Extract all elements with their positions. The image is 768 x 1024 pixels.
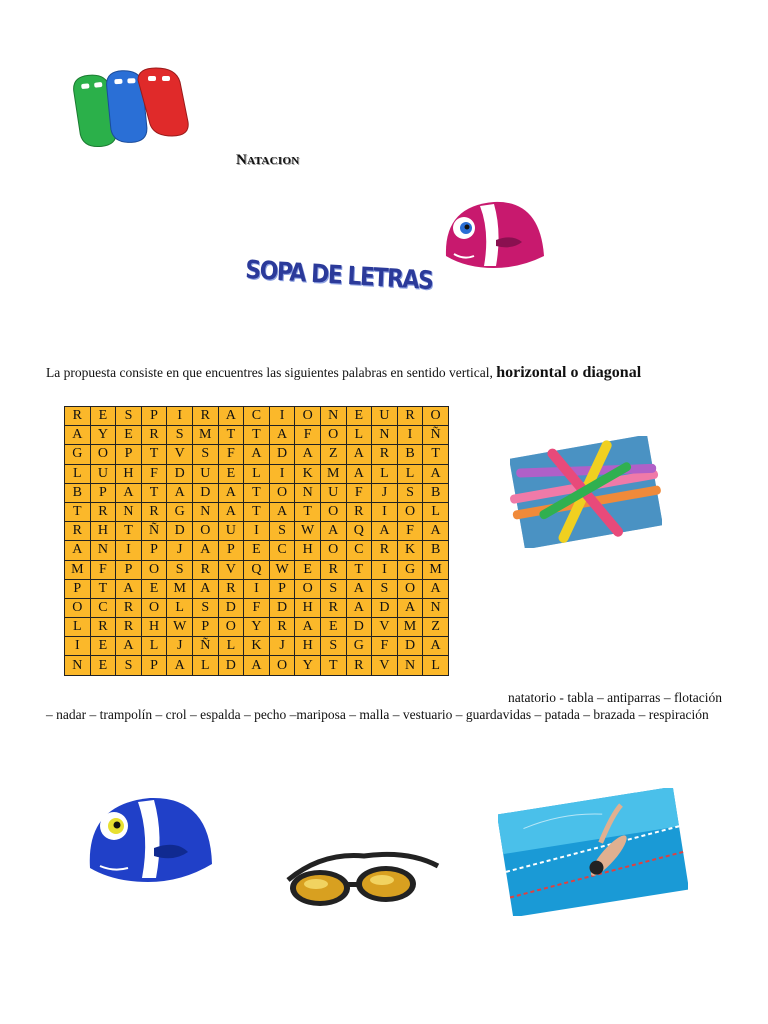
grid-cell: S: [167, 426, 193, 445]
grid-cell: J: [269, 637, 295, 656]
grid-cell: Z: [423, 618, 449, 637]
grid-cell: I: [269, 464, 295, 483]
grid-cell: B: [423, 483, 449, 502]
grid-cell: O: [397, 502, 423, 521]
grid-cell: T: [346, 560, 372, 579]
grid-cell: R: [346, 502, 372, 521]
grid-cell: M: [167, 579, 193, 598]
grid-cell: G: [397, 560, 423, 579]
grid-cell: Z: [320, 445, 346, 464]
grid-cell: A: [423, 579, 449, 598]
kickboards-image: [68, 66, 198, 152]
grid-cell: A: [65, 541, 91, 560]
grid-cell: O: [295, 579, 321, 598]
grid-cell: T: [218, 426, 244, 445]
grid-cell: N: [423, 598, 449, 617]
grid-cell: R: [141, 426, 167, 445]
grid-cell: A: [423, 464, 449, 483]
grid-cell: L: [192, 656, 218, 675]
grid-cell: L: [218, 637, 244, 656]
grid-cell: K: [244, 637, 270, 656]
grid-cell: D: [397, 637, 423, 656]
grid-cell: O: [320, 541, 346, 560]
grid-cell: R: [65, 522, 91, 541]
grid-cell: I: [65, 637, 91, 656]
grid-cell: L: [244, 464, 270, 483]
grid-cell: S: [192, 445, 218, 464]
grid-cell: A: [346, 464, 372, 483]
grid-cell: N: [295, 483, 321, 502]
grid-cell: T: [423, 445, 449, 464]
grid-row: [65, 445, 449, 464]
grid-cell: R: [65, 407, 91, 426]
grid-cell: A: [116, 579, 142, 598]
grid-cell: M: [320, 464, 346, 483]
grid-cell: R: [116, 618, 142, 637]
grid-row: [65, 598, 449, 617]
grid-cell: A: [269, 426, 295, 445]
grid-row: [65, 656, 449, 675]
grid-cell: W: [269, 560, 295, 579]
grid-cell: L: [141, 637, 167, 656]
grid-cell: R: [320, 598, 346, 617]
grid-cell: I: [116, 541, 142, 560]
grid-cell: K: [397, 541, 423, 560]
grid-cell: O: [218, 618, 244, 637]
grid-cell: A: [244, 445, 270, 464]
grid-cell: C: [244, 407, 270, 426]
grid-cell: E: [90, 656, 116, 675]
grid-cell: T: [90, 579, 116, 598]
grid-cell: E: [116, 426, 142, 445]
grid-cell: R: [372, 445, 398, 464]
grid-cell: P: [269, 579, 295, 598]
grid-row: [65, 522, 449, 541]
grid-cell: P: [116, 445, 142, 464]
page-title: Natacion: [236, 152, 300, 168]
grid-cell: U: [192, 464, 218, 483]
grid-row: [65, 464, 449, 483]
grid-cell: A: [295, 618, 321, 637]
grid-cell: A: [65, 426, 91, 445]
grid-cell: N: [397, 656, 423, 675]
grid-cell: O: [269, 656, 295, 675]
grid-cell: P: [141, 656, 167, 675]
grid-row: [65, 560, 449, 579]
grid-cell: I: [244, 522, 270, 541]
grid-cell: A: [218, 502, 244, 521]
grid-cell: A: [116, 637, 142, 656]
grid-cell: W: [295, 522, 321, 541]
page-subtitle: SOPA DE LETRAS: [244, 256, 433, 296]
swimmer-photo-image: [498, 788, 688, 916]
grid-cell: G: [167, 502, 193, 521]
grid-cell: A: [320, 522, 346, 541]
grid-cell: E: [295, 560, 321, 579]
fish-swim-cap-blue-image: [84, 790, 216, 894]
grid-cell: L: [346, 426, 372, 445]
grid-cell: O: [397, 579, 423, 598]
grid-cell: L: [65, 618, 91, 637]
grid-cell: A: [346, 598, 372, 617]
grid-cell: L: [372, 464, 398, 483]
grid-row: [65, 407, 449, 426]
grid-cell: V: [372, 656, 398, 675]
grid-cell: T: [116, 522, 142, 541]
grid-cell: A: [397, 598, 423, 617]
grid-cell: O: [295, 407, 321, 426]
grid-cell: M: [192, 426, 218, 445]
grid-cell: A: [218, 407, 244, 426]
grid-cell: L: [397, 464, 423, 483]
grid-cell: A: [295, 445, 321, 464]
grid-cell: A: [167, 656, 193, 675]
grid-cell: O: [320, 426, 346, 445]
grid-cell: G: [65, 445, 91, 464]
grid-cell: V: [372, 618, 398, 637]
grid-cell: R: [372, 541, 398, 560]
grid-cell: S: [372, 579, 398, 598]
grid-cell: Ñ: [192, 637, 218, 656]
instructions-emphasis: horizontal o diagonal: [496, 364, 642, 381]
grid-cell: F: [244, 598, 270, 617]
grid-cell: O: [269, 483, 295, 502]
grid-row: [65, 426, 449, 445]
grid-cell: R: [397, 407, 423, 426]
grid-cell: M: [65, 560, 91, 579]
grid-cell: R: [116, 598, 142, 617]
grid-cell: L: [423, 656, 449, 675]
grid-cell: P: [141, 407, 167, 426]
grid-cell: L: [423, 502, 449, 521]
grid-cell: A: [116, 483, 142, 502]
grid-cell: O: [141, 598, 167, 617]
grid-cell: M: [397, 618, 423, 637]
grid-cell: I: [397, 426, 423, 445]
grid-cell: S: [192, 598, 218, 617]
grid-cell: E: [218, 464, 244, 483]
grid-cell: R: [90, 502, 116, 521]
grid-cell: B: [397, 445, 423, 464]
grid-cell: L: [167, 598, 193, 617]
grid-cell: A: [346, 579, 372, 598]
grid-cell: J: [372, 483, 398, 502]
grid-cell: O: [423, 407, 449, 426]
grid-cell: T: [320, 656, 346, 675]
word-list: natatorio - tabla – antiparras – flotación – nadar – trampolín – crol – espalda – pecho –mariposa – malla – vestuario – guardavidas – patada – brazada – respiración: [46, 690, 722, 722]
grid-row: [65, 541, 449, 560]
grid-cell: S: [397, 483, 423, 502]
grid-cell: A: [167, 483, 193, 502]
grid-cell: I: [167, 407, 193, 426]
grid-cell: T: [244, 483, 270, 502]
grid-cell: A: [423, 522, 449, 541]
grid-cell: R: [192, 560, 218, 579]
grid-cell: D: [192, 483, 218, 502]
grid-cell: E: [320, 618, 346, 637]
grid-cell: N: [372, 426, 398, 445]
grid-cell: H: [295, 598, 321, 617]
grid-cell: T: [244, 426, 270, 445]
grid-row: [65, 502, 449, 521]
grid-cell: F: [372, 637, 398, 656]
grid-cell: R: [269, 618, 295, 637]
word-search-grid: [64, 406, 449, 676]
grid-row: [65, 579, 449, 598]
grid-cell: B: [65, 483, 91, 502]
grid-cell: Q: [244, 560, 270, 579]
grid-cell: Y: [90, 426, 116, 445]
grid-cell: A: [423, 637, 449, 656]
grid-cell: T: [295, 502, 321, 521]
grid-cell: E: [244, 541, 270, 560]
grid-cell: D: [372, 598, 398, 617]
grid-cell: Q: [346, 522, 372, 541]
grid-cell: O: [141, 560, 167, 579]
grid-cell: O: [90, 445, 116, 464]
grid-cell: R: [192, 407, 218, 426]
grid-cell: A: [192, 579, 218, 598]
grid-cell: A: [346, 445, 372, 464]
grid-cell: I: [269, 407, 295, 426]
grid-cell: P: [65, 579, 91, 598]
grid-cell: F: [295, 426, 321, 445]
grid-cell: P: [141, 541, 167, 560]
grid-cell: N: [116, 502, 142, 521]
grid-cell: B: [423, 541, 449, 560]
grid-cell: T: [141, 445, 167, 464]
grid-cell: S: [167, 560, 193, 579]
grid-cell: F: [90, 560, 116, 579]
grid-cell: N: [90, 541, 116, 560]
grid-cell: E: [141, 579, 167, 598]
grid-cell: N: [192, 502, 218, 521]
grid-cell: R: [218, 579, 244, 598]
grid-cell: P: [116, 560, 142, 579]
grid-cell: I: [372, 502, 398, 521]
pool-noodles-image: [510, 436, 662, 548]
grid-cell: S: [116, 407, 142, 426]
grid-cell: D: [346, 618, 372, 637]
grid-cell: N: [320, 407, 346, 426]
grid-cell: O: [65, 598, 91, 617]
grid-cell: E: [346, 407, 372, 426]
grid-cell: C: [346, 541, 372, 560]
grid-cell: A: [218, 483, 244, 502]
grid-cell: D: [167, 464, 193, 483]
grid-cell: P: [192, 618, 218, 637]
grid-cell: D: [269, 445, 295, 464]
grid-cell: A: [244, 656, 270, 675]
grid-cell: Y: [295, 656, 321, 675]
grid-cell: R: [141, 502, 167, 521]
grid-cell: H: [141, 618, 167, 637]
grid-cell: S: [116, 656, 142, 675]
grid-cell: U: [320, 483, 346, 502]
grid-cell: O: [192, 522, 218, 541]
grid-cell: S: [320, 579, 346, 598]
grid-cell: R: [90, 618, 116, 637]
grid-cell: S: [320, 637, 346, 656]
fish-swim-cap-pink-image: [440, 196, 548, 278]
grid-cell: U: [90, 464, 116, 483]
grid-cell: D: [218, 598, 244, 617]
grid-cell: Y: [244, 618, 270, 637]
grid-cell: Ñ: [423, 426, 449, 445]
grid-cell: I: [244, 579, 270, 598]
grid-cell: H: [295, 637, 321, 656]
grid-cell: A: [192, 541, 218, 560]
grid-cell: F: [141, 464, 167, 483]
grid-cell: T: [141, 483, 167, 502]
grid-cell: A: [372, 522, 398, 541]
grid-cell: C: [269, 541, 295, 560]
grid-row: [65, 483, 449, 502]
grid-row: [65, 618, 449, 637]
grid-cell: U: [372, 407, 398, 426]
grid-cell: Ñ: [141, 522, 167, 541]
grid-cell: E: [90, 637, 116, 656]
grid-cell: L: [65, 464, 91, 483]
grid-cell: J: [167, 637, 193, 656]
grid-cell: V: [218, 560, 244, 579]
grid-cell: M: [423, 560, 449, 579]
instructions-main: La propuesta consiste en que encuentres las siguientes palabras en sentido vertical,: [46, 365, 497, 380]
grid-cell: S: [269, 522, 295, 541]
grid-cell: J: [167, 541, 193, 560]
grid-cell: D: [167, 522, 193, 541]
grid-cell: H: [90, 522, 116, 541]
grid-cell: N: [65, 656, 91, 675]
grid-row: [65, 637, 449, 656]
instructions-text: [46, 364, 736, 382]
grid-cell: I: [372, 560, 398, 579]
grid-cell: G: [346, 637, 372, 656]
grid-cell: D: [269, 598, 295, 617]
grid-cell: R: [346, 656, 372, 675]
grid-cell: P: [218, 541, 244, 560]
grid-cell: D: [218, 656, 244, 675]
grid-cell: U: [218, 522, 244, 541]
grid-cell: P: [90, 483, 116, 502]
grid-cell: T: [65, 502, 91, 521]
swim-goggles-image: [282, 846, 444, 914]
grid-cell: W: [167, 618, 193, 637]
grid-cell: T: [244, 502, 270, 521]
grid-cell: V: [167, 445, 193, 464]
grid-cell: F: [346, 483, 372, 502]
grid-cell: F: [397, 522, 423, 541]
grid-cell: E: [90, 407, 116, 426]
grid-cell: R: [320, 560, 346, 579]
grid-cell: O: [320, 502, 346, 521]
grid-cell: H: [116, 464, 142, 483]
grid-cell: F: [218, 445, 244, 464]
grid-cell: C: [90, 598, 116, 617]
grid-cell: K: [295, 464, 321, 483]
grid-cell: H: [295, 541, 321, 560]
grid-cell: A: [269, 502, 295, 521]
